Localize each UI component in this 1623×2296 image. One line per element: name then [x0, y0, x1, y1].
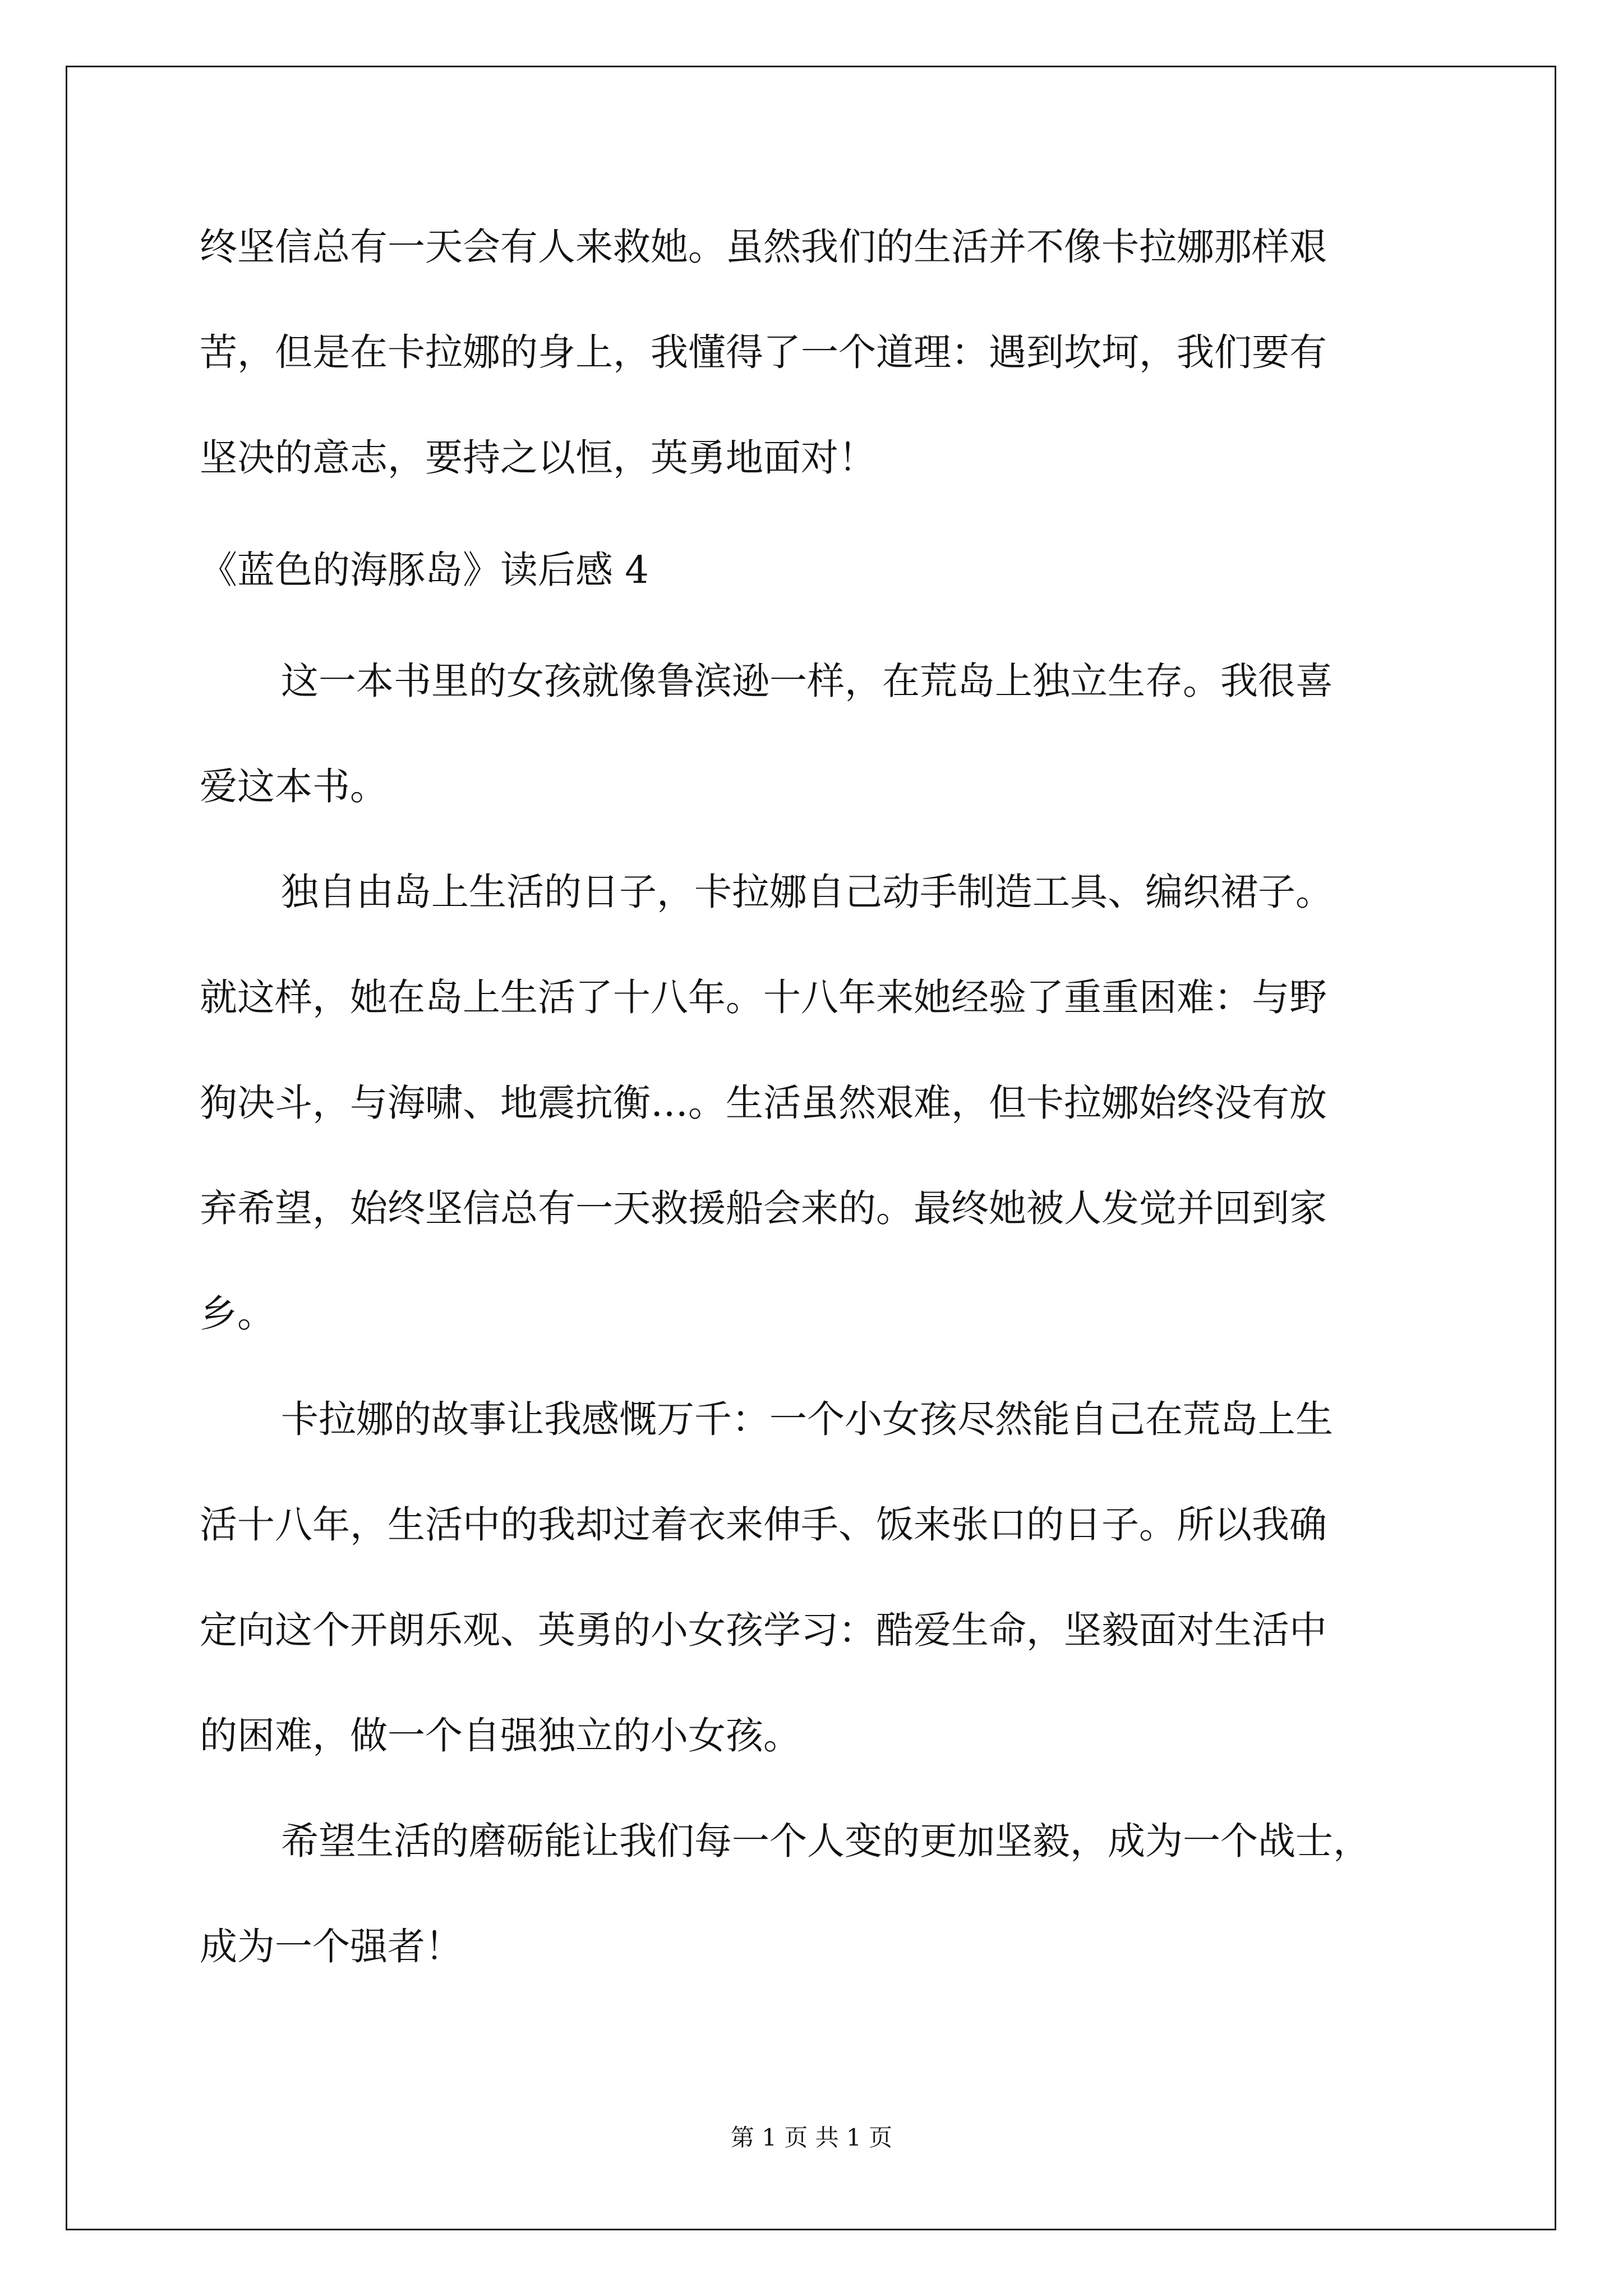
page-border	[66, 66, 1556, 2230]
text-line: 活十八年，生活中的我却过着衣来伸手、饭来张口的日子。所以我确	[200, 1503, 1327, 1547]
text-line: 的困难，做一个自强独立的小女孩。	[200, 1714, 801, 1757]
text-line: 弃希望，始终坚信总有一天救援船会来的。最终她被人发觉并回到家	[200, 1186, 1327, 1230]
text-line: 苦，但是在卡拉娜的身上，我懂得了一个道理：遇到坎坷，我们要有	[200, 330, 1327, 374]
section-heading: 《蓝色的海豚岛》读后感 4	[200, 548, 649, 592]
text-line: 终坚信总有一天会有人来救她。虽然我们的生活并不像卡拉娜那样艰	[200, 225, 1327, 269]
paragraph-start: 希望生活的磨砺能让我们每一个人变的更加坚毅，成为一个战士，	[281, 1819, 1371, 1863]
paragraph-start: 这一本书里的女孩就像鲁滨逊一样，在荒岛上独立生存。我很喜	[281, 659, 1333, 703]
text-line: 狗决斗，与海啸、地震抗衡…。生活虽然艰难，但卡拉娜始终没有放	[200, 1081, 1327, 1125]
text-line: 爱这本书。	[200, 765, 388, 808]
paragraph-start: 独自由岛上生活的日子，卡拉娜自己动手制造工具、编织裙子。	[281, 870, 1333, 914]
text-line: 乡。	[200, 1292, 275, 1336]
text-line: 坚决的意志，要持之以恒，英勇地面对！	[200, 436, 876, 480]
text-line: 成为一个强者！	[200, 1925, 463, 1968]
page-footer: 第 1 页 共 1 页	[730, 2124, 893, 2151]
paragraph-start: 卡拉娜的故事让我感慨万千：一个小女孩尽然能自己在荒岛上生	[281, 1397, 1333, 1441]
text-line: 定向这个开朗乐观、英勇的小女孩学习：酷爱生命，坚毅面对生活中	[200, 1608, 1327, 1652]
text-line: 就这样，她在岛上生活了十八年。十八年来她经验了重重困难：与野	[200, 976, 1327, 1019]
